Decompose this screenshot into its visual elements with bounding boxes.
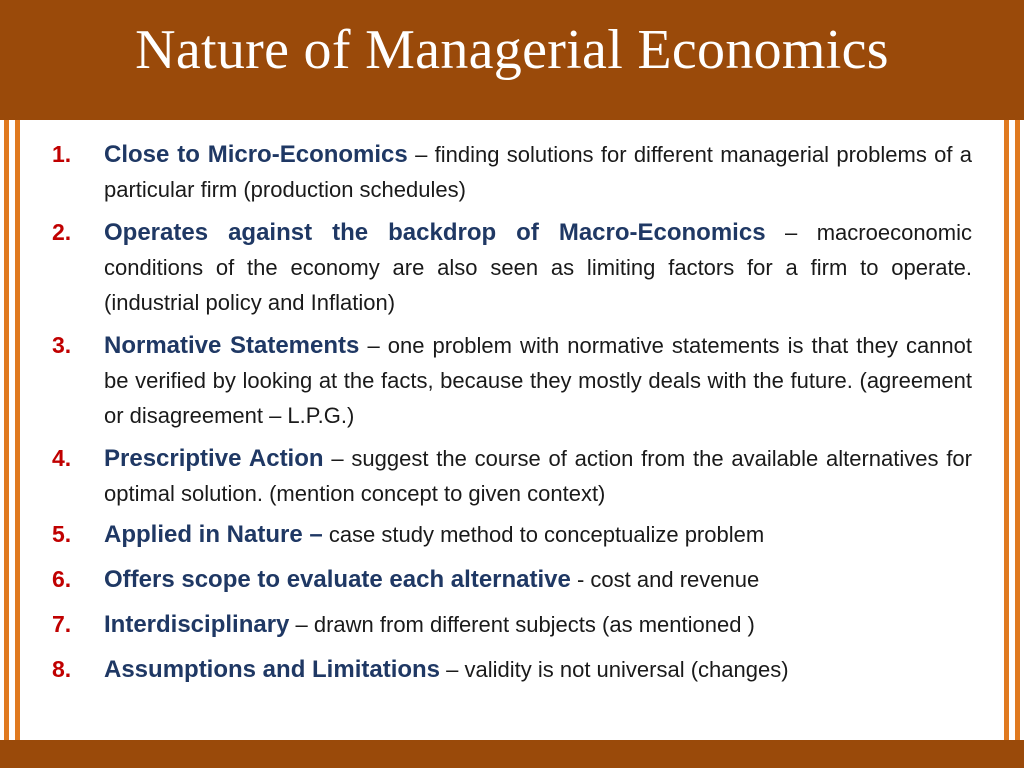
slide-title: Nature of Managerial Economics xyxy=(135,19,889,81)
list-item xyxy=(52,652,972,687)
list-item xyxy=(52,137,972,207)
list-item-number: 8. xyxy=(52,656,72,682)
list-item xyxy=(52,607,972,642)
list-item-text xyxy=(104,328,972,433)
list-item-term: Offers scope to evaluate each alternative xyxy=(104,566,571,593)
list-item-term: Close to Micro-Economics xyxy=(104,141,408,168)
list-item-term: Operates against the backdrop of Macro-Economics xyxy=(104,219,766,246)
list-item-number: 4. xyxy=(52,445,72,471)
list-item-description: – finding solutions for different managerial problems of a particular firm (production schedules) xyxy=(104,142,972,202)
list-item-term: Applied in Nature – xyxy=(104,521,323,548)
left-border-stripe-outer xyxy=(4,120,9,740)
list-item-number: 6. xyxy=(52,566,72,592)
right-border-stripe-outer xyxy=(1015,120,1020,740)
list-item-description: – one problem with normative statements is that they cannot be verified by looking at the facts, because they mostly deals with the future. (agreement or disagreement – L.P.G.) xyxy=(104,333,972,428)
title-bar xyxy=(0,0,1024,120)
list-item-description: – drawn from different subjects (as mentioned ) xyxy=(289,612,755,637)
list-item-term: Assumptions and Limitations xyxy=(104,656,441,683)
list-item xyxy=(52,517,972,552)
list-item-text xyxy=(104,137,972,207)
left-border-stripe-inner xyxy=(15,120,20,740)
list-item-number: 7. xyxy=(52,611,72,637)
list-item-description: – suggest the course of action from the available alternatives for optimal solution. (mention concept to given context) xyxy=(104,446,972,506)
list-item-number: 3. xyxy=(52,332,72,358)
list-item-number: 1. xyxy=(52,141,72,167)
list-item-number: 5. xyxy=(52,521,72,547)
list-item-description: – macroeconomic conditions of the economy are also seen as limiting factors for a firm to operate. (industrial policy and Inflation) xyxy=(104,220,972,315)
list-item xyxy=(52,215,972,320)
numbered-list xyxy=(52,137,972,735)
list-item-text xyxy=(104,652,972,687)
list-item-term: Interdisciplinary xyxy=(104,611,290,638)
list-item-number: 2. xyxy=(52,219,72,245)
list-item xyxy=(52,562,972,597)
list-item xyxy=(52,328,972,433)
list-item-term: Normative Statements xyxy=(104,332,360,359)
list-item-description: – validity is not universal (changes) xyxy=(440,657,789,682)
bottom-bar xyxy=(0,740,1024,768)
right-border-stripe-inner xyxy=(1004,120,1009,740)
list-item-description: - cost and revenue xyxy=(570,567,760,592)
list-item-text xyxy=(104,517,972,552)
list-item-text xyxy=(104,441,972,511)
list-item-text xyxy=(104,215,972,320)
list-item-text xyxy=(104,607,972,642)
list-item-term: Prescriptive Action xyxy=(104,445,324,472)
list-item-description: case study method to conceptualize problem xyxy=(322,522,765,547)
list-item xyxy=(52,441,972,511)
list-item-text xyxy=(104,562,972,597)
